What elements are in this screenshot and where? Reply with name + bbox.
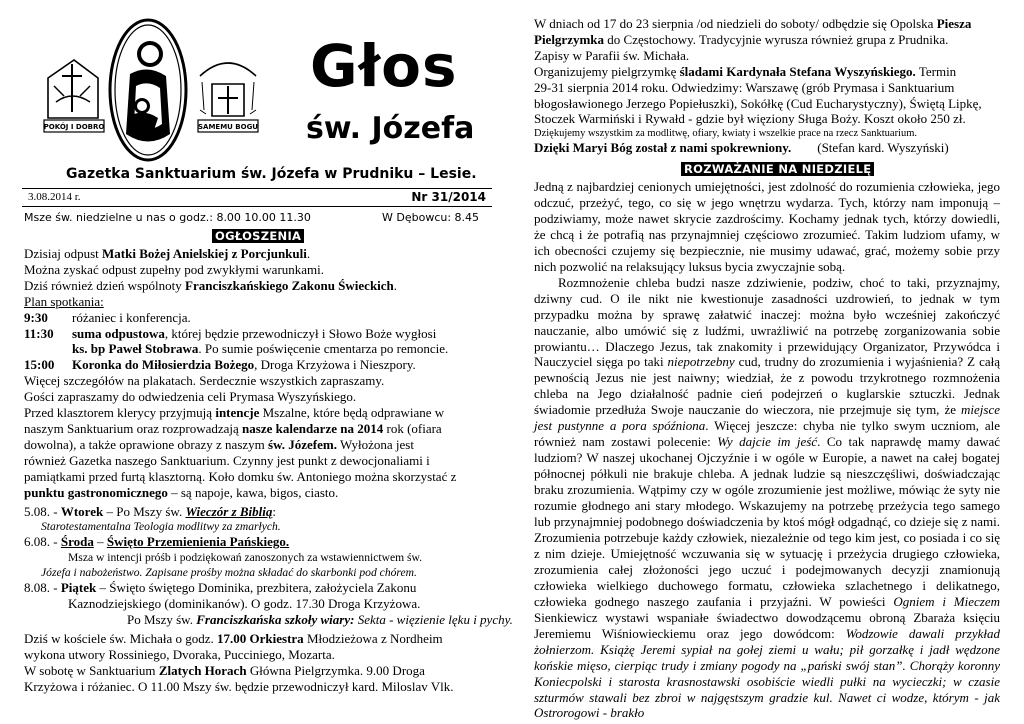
- left-column: [22, 0, 513, 724]
- announcement-line: W sobotę w Sanktuarium Zlatych Horach Główna Pielgrzymka. 9.00 Droga: [24, 662, 425, 678]
- day-item-sub: Po Mszy św. Franciszkańska szkoły wiary: Sekta - więzienie lęku i pychy.: [127, 612, 513, 628]
- info-line: Pielgrzymka do Częstochowy. Tradycyjnie wyrusza również grupa z Prudnika.: [534, 31, 949, 47]
- announcement-line: Dzisiaj odpust Matki Bożej Anielskiej z Porcjunkuli.: [24, 246, 311, 261]
- mass-times-row: [24, 211, 492, 224]
- day-item-tuesday: 5.08. - Wtorek – Po Mszy św. Wieczór z Biblią:: [24, 503, 276, 519]
- info-line: błogosławionego Jerzego Popiełuszki), Sokółkę (Cud Eucharystyczny), Świętą Lipkę,: [534, 95, 982, 111]
- info-line: Zapisy w Parafii św. Michała.: [534, 47, 690, 63]
- right-column: [529, 0, 1000, 724]
- schedule-item-cont: ks. bp Paweł Stobrawa. Po sumie poświęcenie cmentarza po remoncie.: [72, 341, 449, 357]
- day-item-wednesday: 6.08. - Środa – Święto Przemienienia Pańskiego.: [24, 534, 290, 550]
- announcement-line: dowolna), a także oprawione obrazy z naszym św. Józefem. Wyłożona jest: [24, 436, 414, 452]
- plan-label: Plan spotkania:: [24, 293, 104, 309]
- reflection-header: ROZWAŻANIE NA NIEDZIELĘ: [681, 162, 874, 176]
- schedule-item: 9:30 różaniec i konferencja.: [24, 309, 191, 325]
- announcement-line: Więcej szczegółów na plakatach. Serdecznie wszystkich zapraszamy.: [24, 373, 385, 389]
- franciscan-emblem-icon: [44, 60, 105, 132]
- svg-text:POKÓJ I DOBRO: POKÓJ I DOBRO: [43, 123, 105, 131]
- pilgrimage-info: [534, 16, 1000, 156]
- announcement-line: Krzyżowa i różaniec. O 11.00 Mszy św. będzie przewodniczył kard. Miloslav Vlk.: [24, 678, 454, 694]
- issue-meta-row: [22, 188, 492, 207]
- mass-times-debowiec: W Dębowcu: 8.45: [382, 211, 480, 224]
- issue-number: Nr 31/2014: [411, 190, 486, 204]
- day-item-friday: 8.08. - Piątek – Święto świętego Dominika, prezbitera, założyciela Zakonu: [24, 580, 417, 596]
- reflection-paragraph: Rozmnożenie chleba budzi nasze zdziwienie, podziw, choć to taki, przyznajmy, dziwny cud. O ile nikt nie kwestionuje zasadności uzdrowień, to jednak w tym przypadku można by sprawę załatwić inaczej: można było wcześniej zakończyć nauczanie, albo umówić się z ludźmi, uwrażliwić na potrzebę zorganizowania sobie prowiantu… Dlaczego Jezus, tak znakomity i przewidujący Organizator, Przywódca i Nauczyciel sięga po taki niepotrzebny cud, trudny do zrozumienia i wyjaśnienia? Z całą pewnością Jezus nie jest naiwny; wiedział, że z powodu trzykrotnego rozmnożenia chleba na Jego działalność padnie cień podejrzeń o kuglarskie sztuczki. Jednak świadomie przedłuża Swoje nauczanie do wieczora, nie przejmuje się tym, że miejsce jest pustynne a pora spóźniona. Więcej jeszcze: chyba nie tylko swym uczniom, ale również nam zostawi polecenie: Wy dajcie im jeść. Co tak naprawdę mamy dawać ludziom? W naszej ukochanej Ojczyźnie i w ogóle w Europie, a nawet na całej bogatej północnej półkuli nie brakuje chleba. A jednak ludzie są nieszczęśliwi, doświadczając braku zrozumienia. Wątpimy czy w ogóle zrozumienie jest możliwe, mówiąc że syty nie rozumie głodnego ani stary młodego. Wskazujemy na potrzebę przeżycia tego samego lub przynajmniej podobnego doświadczenia by ktoś mógł odgadnąć, co dzieje się z nami. Zrozumienia potrzebuje każdy człowiek, niezależnie od tego kim jest, co posiada i co się z nim dzieje. Umiejętność wczuwania się w sytuację i przeżycia drugiego człowieka, zrozumienia całej złożoności jego uczuć i podejmowanych decyzji znamionują człowieka wielkiego duchowego formatu, człowieka szlachetnego i delikatnego, człowieka godnego naszego zaufania i przyjaźni. W powieści Ogniem i Mieczem Sienkiewicz wystawi wspaniałe świadectwo dowodzącemu obroną Zbaraża księciu Jeremiemu Wiśniowieckiemu oraz jego dowódcom: Wodzowie dawali przykład żołnierzom. Książę Jeremi sypiał na gołej ziemi u wału; pił gorzałkę i jadł wędzone końskie mięso, cierpiąc trudy i zmiany pogody na „pański swój stan”. Chorąży koronny Koniecpolski i starosta krasnostawski osobiście wiedli pułki na wycieczki; w czasie szturmów stawali bez zbroi w najgęstszym gradzie kul. Nawet ci wodze, którym - jak Ostrorogowi - brakło: [534, 274, 1000, 721]
- announcement-line: Dziś w kościele św. Michała o godz. 17.00 Orkiestra Młodzieżowa z Nordheim: [24, 631, 443, 647]
- info-line: 29-31 sierpnia 2014 roku. Odwiedzimy: Warszawę (grób Prymasa i Sanktuarium: [534, 79, 955, 95]
- announcement-line: również Gazetka naszego Sanktuarium. Czynny jest punkt z dewocjonaliami i: [24, 452, 430, 468]
- announcement-line: pamiątkami przed furtą klasztorną. Koło domku św. Antoniego można skorzystać z: [24, 468, 457, 484]
- cardinal-emblem-icon: [198, 63, 258, 132]
- reflection-paragraph: Jedną z najbardziej cenionych umiejętności, jest zdolność do rozumienia człowieka, jego odczuć, przeżyć, tego, co się w jego wnętrzu wydarza. Tych, którzy nam imponują – podziwiamy, może nawet skrycie zazdrościmy. Kochamy jednak tych, którzy dowiedli, że chcą i że potrafią nas przynajmniej częściowo zrozumieć. Takim ludziom ufamy, w ich obecności czujemy się bezpiecznie, nie musimy udawać, grać, możemy sobie przy nich pozwolić na relaksujący luksus bycia zwyczajnie sobą.: [534, 179, 1000, 274]
- issue-date: 3.08.2014 r.: [28, 191, 81, 203]
- announcement-line: Gości zapraszamy do odwiedzenia celi Prymasa Wyszyńskiego.: [24, 389, 357, 405]
- announcement-line: naszym Sanktuarium oraz rozprowadzają nasze kalendarze na 2014 rok (ofiara: [24, 420, 442, 436]
- info-line: W dniach od 17 do 23 sierpnia /od niedzieli do soboty/ odbędzie się Opolska Piesza: [534, 16, 972, 31]
- day-item-sub: Starotestamentalna Teologia modlitwy za zmarłych.: [41, 520, 281, 534]
- thanks-line: Dziękujemy wszystkim za modlitwę, ofiary, kwiaty i wszelkie prace na rzecz Sanktuarium.: [534, 128, 918, 140]
- schedule-item: 11:30 suma odpustowa, której będzie przewodniczył i Słowo Boże wygłosi: [24, 325, 437, 341]
- announcement-line: Można zyskać odpust zupełny pod zwykłymi warunkami.: [24, 261, 325, 277]
- newsletter-title-saint: św. Józefa: [306, 111, 475, 146]
- newsletter-subtitle: Gazetka Sanktuarium św. Józefa w Prudniku – Lesie.: [66, 166, 477, 182]
- info-line: Organizujemy pielgrzymkę śladami Kardynała Stefana Wyszyńskiego. Termin: [534, 63, 957, 79]
- newsletter-title: Głos: [310, 32, 458, 100]
- announcements-body: [24, 246, 513, 695]
- info-line: Stoczek Warmiński i Rywałd - gdzie był więziony Sługa Boży. Koszt około 250 zł.: [534, 111, 966, 127]
- announcement-line: punktu gastronomicznego – są napoje, kawa, bigos, ciasto.: [24, 484, 339, 500]
- announcement-line: wykona utwory Rossiniego, Dvoraka, Pucciniego, Mozarta.: [24, 646, 335, 662]
- mass-times: Msze św. niedzielne u nas o godz.: 8.00 10.00 11.30: [24, 211, 311, 224]
- day-item-sub: Kaznodziejskiego (dominikanów). O godz. 17.30 Droga Krzyżowa.: [68, 596, 421, 612]
- sanctuary-logo-image: [34, 14, 262, 166]
- svg-text:SAMEMU BOGU: SAMEMU BOGU: [197, 123, 259, 131]
- quote-line: Dzięki Maryi Bóg został z nami spokrewniony. (Stefan kard. Wyszyński): [534, 140, 949, 156]
- day-item-sub: Józefa i nabożeństwo. Zapisane prośby można składać do skarbonki pod chórem.: [41, 566, 417, 580]
- reflection-body: [534, 179, 1000, 721]
- announcement-line: Przed klasztorem klerycy przyjmują intencje Mszalne, które będą odprawiane w: [24, 405, 445, 421]
- day-item-sub: Msza w intencji próśb i podziękowań zanoszonych za wstawiennictwem św.: [68, 551, 423, 565]
- schedule-item: 15:00 Koronka do Miłosierdzia Bożego, Droga Krzyżowa i Nieszpory.: [24, 357, 416, 373]
- announcement-line: Dziś również dzień wspólnoty Franciszkańskiego Zakonu Świeckich.: [24, 277, 398, 293]
- announcements-header: OGŁOSZENIA: [212, 229, 304, 243]
